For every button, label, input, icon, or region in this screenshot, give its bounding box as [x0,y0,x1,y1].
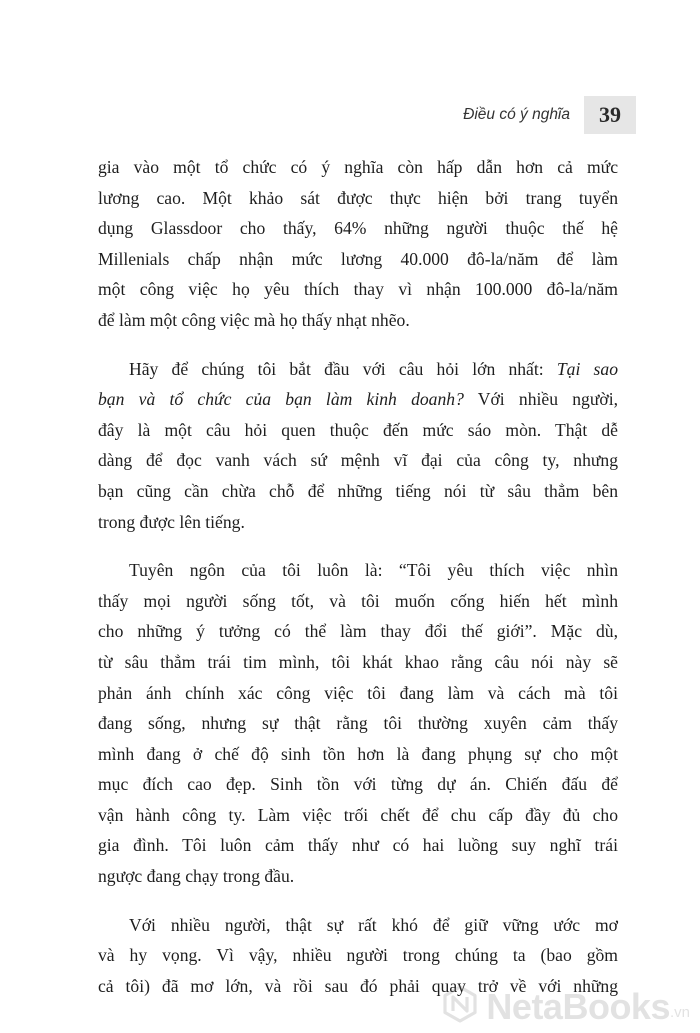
text-line: Millenials chấp nhận mức lương 40.000 đô-la/năm để làm [98,248,618,269]
text-line: mình đang ở chế độ sinh tồn hơn là đang phụng sự cho một [98,743,618,764]
page-number: 39 [584,96,636,134]
paragraph [98,354,618,538]
text-line: cả tôi) đã mơ lớn, và rồi sau đó phải quay trở về với những [98,975,618,996]
text-line: Tuyên ngôn của tôi luôn là: “Tôi yêu thích việc nhìn [129,560,618,581]
text-line: thấy mọi người sống tốt, và tôi muốn cống hiến hết mình [98,590,618,611]
watermark-brand: NetaBooks [486,985,670,1027]
text-line: và hy vọng. Vì vậy, nhiều người trong chúng ta (bao gồm [98,945,618,966]
text-line: cho những ý tưởng có thể làm thay đổi thế giới”. Mặc dù, [98,621,618,642]
text-line: gia vào một tổ chức có ý nghĩa còn hấp dẫn hơn cả mức [98,157,618,177]
text-line [98,384,618,415]
text-line [98,354,618,385]
running-header [463,96,636,134]
text-line: dàng để đọc vanh vách sứ mệnh vĩ đại của công ty, nhưng [98,450,618,471]
paragraph [98,555,618,892]
text-line: đây là một câu hỏi quen thuộc đến mức sáo mòn. Thật dễ [98,419,618,440]
text-line: để làm một công việc mà họ thấy nhạt nhẽo. [98,309,410,330]
text-line: đang sống, nhưng sự thật rằng tôi thường xuyên cảm thấy [98,713,618,734]
text-line: phản ánh chính xác công việc tôi đang làm và cách mà tôi [98,682,618,703]
paragraph [98,152,618,336]
text-run: Hãy để chúng tôi bắt đầu với câu hỏi lớn nhất: [129,358,557,379]
text-line: vận hành công ty. Làm việc trối chết để chu cấp đầy đủ cho [98,804,618,825]
text-line: một công việc họ yêu thích thay vì nhận 100.000 đô-la/năm [98,279,618,300]
text-line: trong được lên tiếng. [98,511,245,532]
text-line: dụng Glassdoor cho thấy, 64% những người thuộc thế hệ [98,218,618,239]
running-title: Điều có ý nghĩa [463,106,570,123]
text-line: gia đình. Tôi luôn cảm thấy như có hai luồng suy nghĩ trái [98,835,618,856]
text-line: Với nhiều người, thật sự rất khó để giữ vững ước mơ [129,914,618,935]
italic-run: Tại sao [556,358,618,379]
netabooks-watermark [440,984,690,1029]
italic-run: bạn và tổ chức của bạn làm kinh doanh? [98,389,464,410]
text-line: từ sâu thẳm trái tim mình, tôi khát khao rằng câu nói này sẽ [98,651,618,672]
netabooks-logo-icon [440,984,480,1029]
text-line: ngược đang chạy trong đầu. [98,866,295,887]
text-run: Với nhiều người, [463,389,618,410]
text-line: mục đích cao đẹp. Sinh tồn với từng dự án. Chiến đấu để [98,774,618,795]
text-line: lương cao. Một khảo sát được thực hiện bởi trang tuyển [98,187,618,208]
body-text [98,152,618,1019]
text-line: bạn cũng cần chừa chỗ để những tiếng nói từ sâu thẳm bên [98,480,618,501]
watermark-suffix: .vn [669,1004,690,1021]
